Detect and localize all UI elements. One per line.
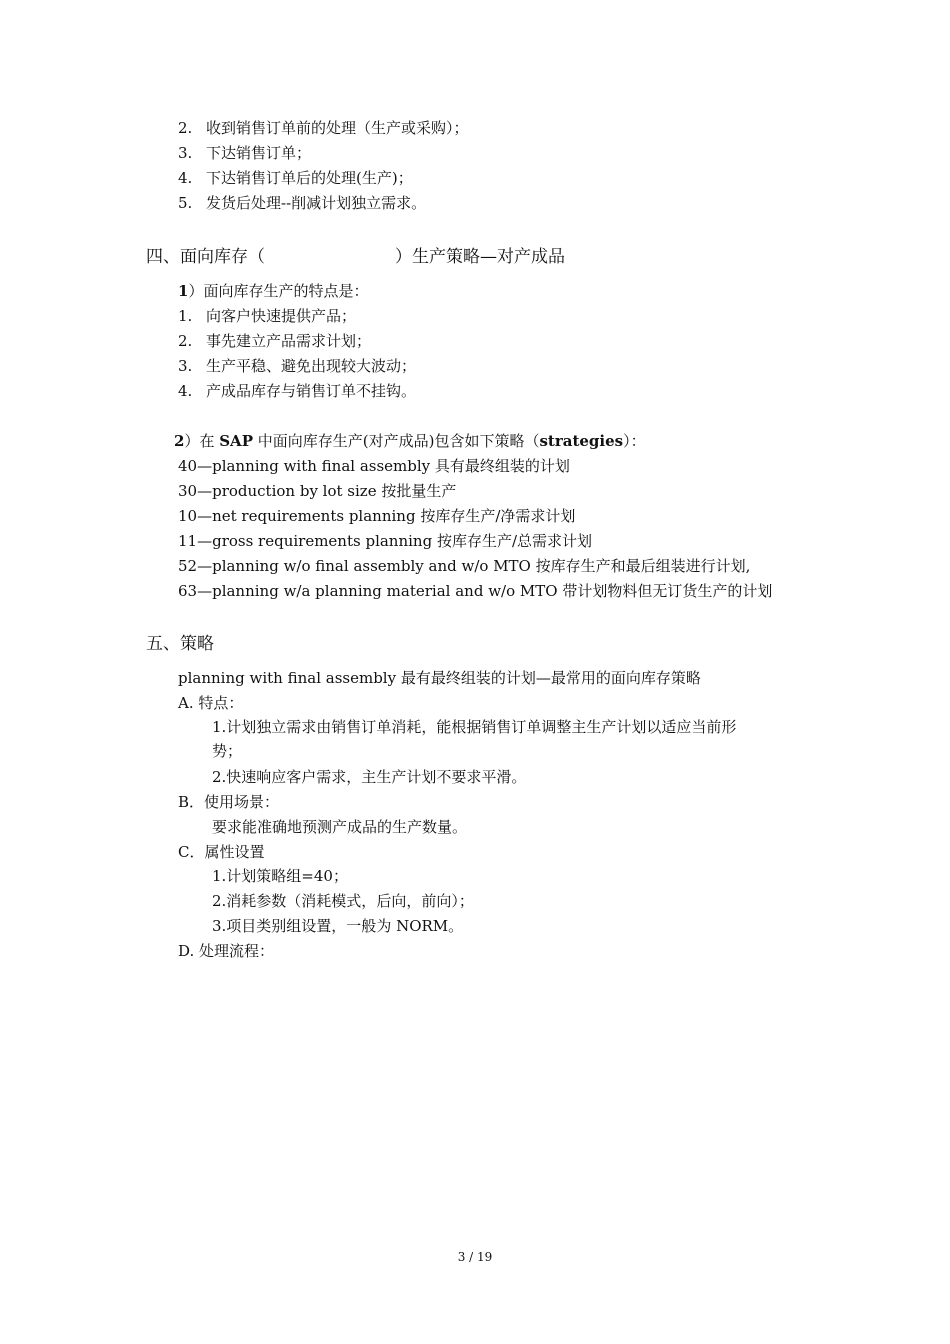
list-number: 1. [178,307,193,325]
list-item [178,143,311,163]
list-text: 收到销售订单前的处理（生产或采购）； [206,119,469,137]
sap-term: SAP [219,432,253,450]
heading-right: ）生产策略—对产成品 [395,247,565,267]
item-a-label: A. 特点： [178,694,244,712]
section-heading-4 [146,245,565,269]
list-item [178,331,371,351]
list-number: 4. [178,382,193,400]
strategy-item: 30—production by lot size 按批量生产 [178,482,457,500]
subheading-text: 中面向库存生产(对产成品)包含如下策略（ [252,432,540,450]
list-number: 5. [178,194,193,212]
strategy-item: 11—gross requirements planning 按库存生产/总需求计划 [178,532,593,550]
strategy-item: 40—planning with final assembly 具有最终组装的计划 [178,457,570,475]
section-intro: planning with final assembly 最有最终组装的计划—最常用的面向库存策略 [178,669,701,687]
subheading-number: 1 [178,282,189,300]
list-item [178,118,469,138]
item-c-label: C．属性设置 [178,843,265,861]
section-heading-5: 五、策略 [146,634,214,654]
strategy-item: 10—net requirements planning 按库存生产/净需求计划 [178,507,576,525]
list-number: 3. [178,144,193,162]
subheading-2 [174,431,646,451]
list-text: 向客户快速提供产品； [206,307,357,325]
subheading-text: ）在 [184,432,220,450]
list-item [178,306,356,326]
subheading-number: 2 [174,432,185,450]
item-b-label: B．使用场景： [178,793,280,811]
item-a-text: 1.计划独立需求由销售订单消耗，能根据销售订单调整主生产计划以适应当前形 [212,718,737,736]
list-number: 2. [178,332,193,350]
item-b-text: 要求能准确地预测产成品的生产数量。 [212,818,468,836]
list-item [178,356,416,376]
strategy-item: 52—planning w/o final assembly and w/o MTO 按库存生产和最后组装进行计划, [178,557,751,575]
item-a-text: 势； [212,742,243,760]
subheading-text: ）面向库存生产的特点是： [188,282,369,300]
subheading-text: ）： [623,432,646,450]
item-c-text: 3.项目类别组设置，一般为 NORM。 [212,917,464,935]
strategies-term: strategies [539,432,624,450]
heading-left: 四、面向库存（ [146,247,265,267]
page-number: 3 / 19 [457,1250,493,1264]
item-c-text: 1.计划策略组=40； [212,867,348,885]
list-number: 2. [178,119,193,137]
strategy-item: 63—planning w/a planning material and w/o MTO 带计划物料但无订货生产的计划 [178,582,773,600]
item-d-label: D. 处理流程： [178,942,275,960]
list-item [178,381,416,401]
list-text: 生产平稳、避免出现较大波动； [206,357,417,375]
item-c-text: 2.消耗参数（消耗模式，后向，前向）； [212,892,474,910]
list-text: 下达销售订单后的处理(生产)； [206,169,413,187]
list-text: 产成品库存与销售订单不挂钩。 [206,382,417,400]
list-text: 发货后处理--削减计划独立需求。 [206,194,427,212]
item-a-text: 2.快速响应客户需求，主生产计划不要求平滑。 [212,768,527,786]
list-text: 事先建立产品需求计划； [206,332,372,350]
subheading-1 [178,281,368,301]
list-text: 下达销售订单； [206,144,312,162]
list-item [178,193,426,213]
list-number: 3. [178,357,193,375]
list-number: 4. [178,169,193,187]
list-item [178,168,413,188]
